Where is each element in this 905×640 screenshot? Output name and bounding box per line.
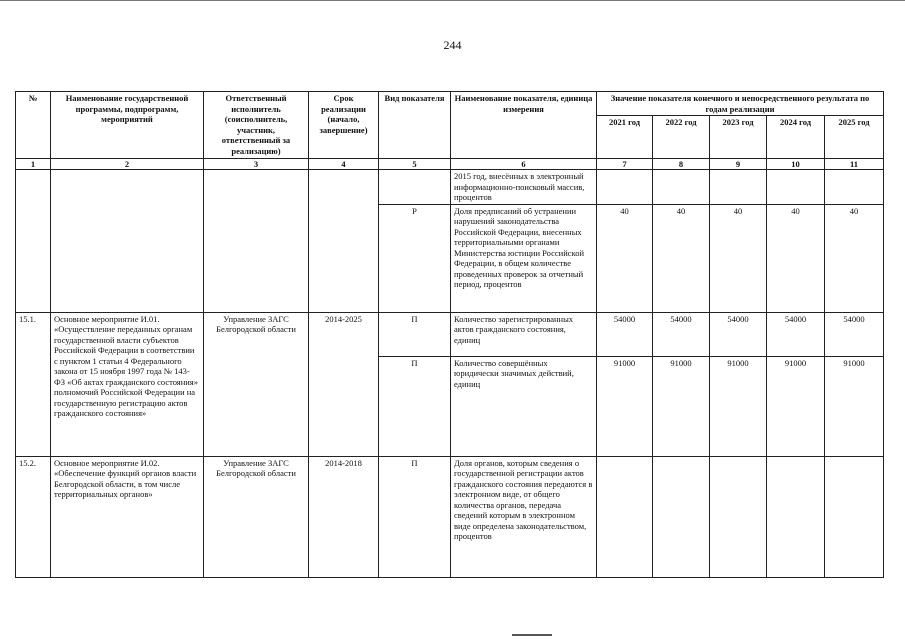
scan-mark	[512, 634, 552, 636]
table-row	[16, 312, 884, 356]
indicator-table	[15, 91, 884, 578]
table-row	[16, 456, 884, 577]
header-year-2023: 2023 год	[710, 116, 767, 159]
indicator-name: Количество зарегистрированных актов гражданского состояния, единиц	[451, 312, 597, 356]
value-cell	[825, 456, 884, 577]
measure-executor: Управление ЗАГС Белгородской области	[204, 312, 309, 456]
header-year-2021: 2021 год	[597, 116, 653, 159]
value-2024: 54000	[767, 312, 825, 356]
header-term: Срок реализации (начало, завершение)	[309, 92, 379, 159]
value-2022: 54000	[653, 312, 710, 356]
value-2021: 54000	[597, 312, 653, 356]
header-values-group: Значение показателя конечного и непосредственного результата по годам реализации	[597, 92, 884, 116]
indicator-kind: П	[379, 312, 451, 356]
indicator-name: Доля органов, которым сведения о государственной регистрации актов гражданского состояния передаются в электронном виде, от общего количества органов, передача сведений которым в электронном виде определена законодательством, процентов	[451, 456, 597, 577]
indicator-kind: Р	[379, 204, 451, 312]
value-cell	[767, 170, 825, 205]
value-2022: 91000	[653, 356, 710, 456]
column-number: 11	[825, 159, 884, 170]
column-number: 2	[51, 159, 204, 170]
table-row	[16, 170, 884, 205]
value-2023: 54000	[710, 312, 767, 356]
column-number-row	[16, 159, 884, 170]
measure-term: 2014-2025	[309, 312, 379, 456]
value-cell	[767, 456, 825, 577]
header-kind: Вид показателя	[379, 92, 451, 159]
cell-term-empty	[309, 170, 379, 313]
indicator-kind: П	[379, 356, 451, 456]
value-cell	[710, 456, 767, 577]
measure-name: Основное мероприятие И.01. «Осуществление переданных органам государственной власти субъектов Российской Федерации в соответствии с пунктом 1 статьи 4 Федерального закона от 15 ноября 1997 года № 143-ФЗ «Об актах гражданского состояния» полномочий Российской Федерации на государственную регистрацию актов гражданского состояния»	[51, 312, 204, 456]
value-2024: 40	[767, 204, 825, 312]
indicator-name: Количество совершённых юридически значимых действий, единиц	[451, 356, 597, 456]
header-executor: Ответственный исполнитель (соисполнитель, участник, ответственный за реализацию)	[204, 92, 309, 159]
value-2025: 91000	[825, 356, 884, 456]
value-cell	[653, 170, 710, 205]
column-number: 5	[379, 159, 451, 170]
page-top-rule	[0, 0, 905, 1]
header-year-2022: 2022 год	[653, 116, 710, 159]
measure-name: Основное мероприятие И.02. «Обеспечение функций органов власти Белгородской области, в том числе территориальных органов»	[51, 456, 204, 577]
column-number: 1	[16, 159, 51, 170]
value-2023: 40	[710, 204, 767, 312]
value-2021: 40	[597, 204, 653, 312]
value-2025: 40	[825, 204, 884, 312]
value-2023: 91000	[710, 356, 767, 456]
column-number: 4	[309, 159, 379, 170]
measure-executor: Управление ЗАГС Белгородской области	[204, 456, 309, 577]
cell-kind-empty	[379, 170, 451, 205]
header-program: Наименование государственной программы, подпрограмм, мероприятий	[51, 92, 204, 159]
indicator-name: Доля предписаний об устранении нарушений законодательства Российской Федерации, внесенных территориальными органами Министерства юстиции Российской Федерации, в общем количестве проведенных проверок за отчетный период, процентов	[451, 204, 597, 312]
indicator-continuation: 2015 год, внесённых в электронный информационно-поисковый массив, процентов	[451, 170, 597, 205]
cell-program-empty	[51, 170, 204, 313]
value-2022: 40	[653, 204, 710, 312]
value-cell	[597, 170, 653, 205]
value-cell	[597, 456, 653, 577]
column-number: 7	[597, 159, 653, 170]
column-number: 8	[653, 159, 710, 170]
page-number: 244	[443, 38, 462, 52]
measure-number: 15.2.	[16, 456, 51, 577]
value-2021: 91000	[597, 356, 653, 456]
header-year-2025: 2025 год	[825, 116, 884, 159]
column-number: 9	[710, 159, 767, 170]
column-number: 6	[451, 159, 597, 170]
indicator-kind: П	[379, 456, 451, 577]
value-cell	[825, 170, 884, 205]
cell-executor-empty	[204, 170, 309, 313]
measure-number: 15.1.	[16, 312, 51, 456]
column-number: 3	[204, 159, 309, 170]
column-number: 10	[767, 159, 825, 170]
header-indicator: Наименование показателя, единица измерения	[451, 92, 597, 159]
value-cell	[710, 170, 767, 205]
value-cell	[653, 456, 710, 577]
cell-no-empty	[16, 170, 51, 313]
measure-term: 2014-2018	[309, 456, 379, 577]
value-2025: 54000	[825, 312, 884, 356]
header-year-2024: 2024 год	[767, 116, 825, 159]
value-2024: 91000	[767, 356, 825, 456]
header-no: №	[16, 92, 51, 159]
